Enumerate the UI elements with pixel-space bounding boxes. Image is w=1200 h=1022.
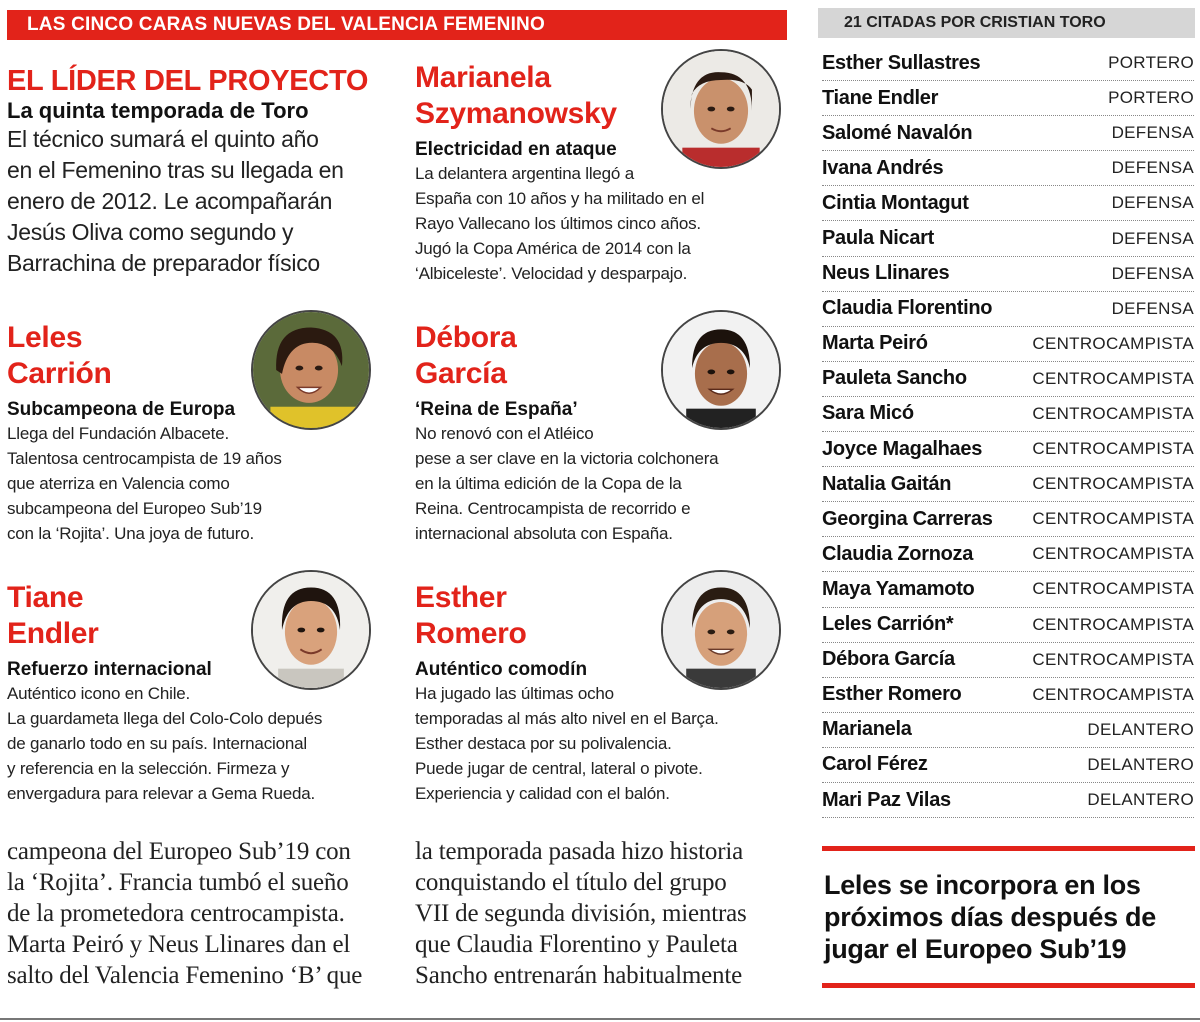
profile-line: Jugó la Copa América de 2014 con la xyxy=(415,239,691,258)
player-name: Claudia Florentino xyxy=(822,297,993,320)
article-line: VII de segunda división, mientras xyxy=(415,900,747,927)
player-position: DEFENSA xyxy=(1111,193,1194,213)
roster-row xyxy=(822,643,1194,678)
profile-name-line: Tiane xyxy=(7,581,84,614)
player-name: Joyce Magalhaes xyxy=(822,437,983,460)
leader-block xyxy=(7,64,387,279)
profile-line: Llega del Fundación Albacete. xyxy=(7,424,229,443)
leader-line: Barrachina de preparador físico xyxy=(7,250,320,276)
player-name: Maya Yamamoto xyxy=(822,577,975,600)
profile-line: Rayo Vallecano los últimos cinco años. xyxy=(415,214,701,233)
profile-line: Ha jugado las últimas ocho xyxy=(415,684,614,703)
roster-row xyxy=(822,116,1194,151)
article-line: que Claudia Florentino y Pauleta xyxy=(415,931,738,958)
roster-row xyxy=(822,502,1194,537)
profile-line: Talentosa centrocampista de 19 años xyxy=(7,449,282,468)
player-position: CENTROCAMPISTA xyxy=(1032,333,1194,353)
profile-line: Puede jugar de central, lateral o pivote. xyxy=(415,759,703,778)
profile-line: internacional absoluta con España. xyxy=(415,524,673,543)
profile-line: pese a ser clave en la victoria colchonera xyxy=(415,449,719,468)
player-position: DELANTERO xyxy=(1087,790,1194,810)
section-banner: LAS CINCO CARAS NUEVAS DEL VALENCIA FEMENINO xyxy=(7,10,787,40)
player-name: Natalia Gaitán xyxy=(822,472,952,495)
player-position: CENTROCAMPISTA xyxy=(1032,649,1194,669)
roster-row xyxy=(822,678,1194,713)
player-name: Georgina Carreras xyxy=(822,507,993,530)
article-line: Marta Peiró y Neus Llinares dan el xyxy=(7,931,351,958)
roster-header: 21 CITADAS POR CRISTIAN TORO xyxy=(818,8,1195,38)
profile-line: ‘Albiceleste’. Velocidad y desparpajo. xyxy=(415,264,688,283)
profile-line: Auténtico icono en Chile. xyxy=(7,684,191,703)
profile-line: y referencia en la selección. Firmeza y xyxy=(7,759,290,778)
player-name: Mari Paz Vilas xyxy=(822,788,951,811)
player-position: PORTERO xyxy=(1108,53,1194,73)
profile-line: que aterriza en Valencia como xyxy=(7,474,230,493)
roster-row xyxy=(822,292,1194,327)
roster-row xyxy=(822,151,1194,186)
profile-body xyxy=(415,421,795,546)
article-line: conquistando el título del grupo xyxy=(415,869,727,896)
player-position: DELANTERO xyxy=(1087,754,1194,774)
roster-row xyxy=(822,748,1194,783)
player-position: CENTROCAMPISTA xyxy=(1032,403,1194,423)
avatar-tiane xyxy=(251,570,371,690)
roster-row xyxy=(822,327,1194,362)
profile-body xyxy=(7,421,387,546)
profile-line: con la ‘Rojita’. Una joya de futuro. xyxy=(7,524,254,543)
article-line: la ‘Rojita’. Francia tumbó el sueño xyxy=(7,869,349,896)
roster-row xyxy=(822,783,1194,818)
pull-quote xyxy=(822,846,1195,988)
player-name: Carol Férez xyxy=(822,753,928,776)
article-column-left xyxy=(7,836,379,991)
profile-line: de ganarlo todo en su país. Internacional xyxy=(7,734,307,753)
profile-name-line: Débora xyxy=(415,321,517,354)
player-position: CENTROCAMPISTA xyxy=(1032,474,1194,494)
article-line: la temporada pasada hizo historia xyxy=(415,838,743,865)
avatar-leles xyxy=(251,310,371,430)
roster-row xyxy=(822,467,1194,502)
roster-row xyxy=(822,186,1194,221)
profile-name-line: Esther xyxy=(415,581,507,614)
player-name: Esther Sullastres xyxy=(822,51,981,74)
avatar-esther xyxy=(661,570,781,690)
article-line: salto del Valencia Femenino ‘B’ que xyxy=(7,962,363,989)
leader-line: Jesús Oliva como segundo y xyxy=(7,219,294,245)
pull-quote-text: Leles se incorpora en los próximos días después de jugar el Europeo Sub’19 xyxy=(824,870,1156,964)
profile-line: La delantera argentina llegó a xyxy=(415,164,634,183)
profile-line: Experiencia y calidad con el balón. xyxy=(415,784,670,803)
player-position: CENTROCAMPISTA xyxy=(1032,544,1194,564)
roster-row xyxy=(822,46,1194,81)
profile-subtitle: Electricidad en ataque xyxy=(415,139,617,160)
profile-subtitle: ‘Reina de España’ xyxy=(415,399,578,420)
profile-name-line: García xyxy=(415,357,507,390)
profile-line: envergadura para relevar a Gema Rueda. xyxy=(7,784,316,803)
player-position: DELANTERO xyxy=(1087,719,1194,739)
profile-subtitle: Refuerzo internacional xyxy=(7,659,212,680)
article-column-right xyxy=(415,836,787,991)
player-position: PORTERO xyxy=(1108,88,1194,108)
profile-line: Reina. Centrocampista de recorrido e xyxy=(415,499,691,518)
roster-row xyxy=(822,81,1194,116)
profile-name-line: Carrión xyxy=(7,357,112,390)
leader-line: en el Femenino tras su llegada en xyxy=(7,157,344,183)
roster-row xyxy=(822,432,1194,467)
player-name: Claudia Zornoza xyxy=(822,542,974,565)
player-name: Marta Peiró xyxy=(822,332,928,355)
player-position: CENTROCAMPISTA xyxy=(1032,684,1194,704)
profile-name-line: Szymanowsky xyxy=(415,97,617,130)
player-position: CENTROCAMPISTA xyxy=(1032,439,1194,459)
roster-row xyxy=(822,221,1194,256)
player-position: DEFENSA xyxy=(1111,263,1194,283)
player-name: Sara Micó xyxy=(822,402,914,425)
leader-title: EL LÍDER DEL PROYECTO xyxy=(7,65,369,97)
profile-line: España con 10 años y ha militado en el xyxy=(415,189,705,208)
article-line: de la prometedora centrocampista. xyxy=(7,900,345,927)
player-name: Tiane Endler xyxy=(822,86,939,109)
profile-line: subcampeona del Europeo Sub’19 xyxy=(7,499,262,518)
leader-line: enero de 2012. Le acompañarán xyxy=(7,188,333,214)
article-line: campeona del Europeo Sub’19 con xyxy=(7,838,351,865)
leader-body xyxy=(7,124,387,279)
player-position: CENTROCAMPISTA xyxy=(1032,509,1194,529)
player-name: Leles Carrión* xyxy=(822,613,954,636)
avatar-marianela xyxy=(661,49,781,169)
profile-name-line: Romero xyxy=(415,617,527,650)
player-name: Esther Romero xyxy=(822,683,962,706)
profile-line: Esther destaca por su polivalencia. xyxy=(415,734,672,753)
player-name: Pauleta Sancho xyxy=(822,367,967,390)
roster-row xyxy=(822,713,1194,748)
profile-name-line: Marianela xyxy=(415,61,551,94)
player-position: CENTROCAMPISTA xyxy=(1032,614,1194,634)
profile-body xyxy=(415,161,795,286)
roster-row xyxy=(822,362,1194,397)
player-name: Débora García xyxy=(822,648,955,671)
player-position: CENTROCAMPISTA xyxy=(1032,579,1194,599)
leader-subtitle: La quinta temporada de Toro xyxy=(7,98,309,123)
article-line: Sancho entrenarán habitualmente xyxy=(415,962,742,989)
profile-name-line: Leles xyxy=(7,321,83,354)
roster-list xyxy=(822,46,1194,818)
player-position: CENTROCAMPISTA xyxy=(1032,368,1194,388)
roster-row xyxy=(822,257,1194,292)
leader-line: El técnico sumará el quinto año xyxy=(7,126,319,152)
profile-name-line: Endler xyxy=(7,617,99,650)
roster-row xyxy=(822,608,1194,643)
profile-body xyxy=(415,681,795,806)
profile-subtitle: Auténtico comodín xyxy=(415,659,588,680)
player-name: Neus Llinares xyxy=(822,262,950,285)
profile-line: temporadas al más alto nivel en el Barça. xyxy=(415,709,719,728)
player-position: DEFENSA xyxy=(1111,228,1194,248)
profile-subtitle: Subcampeona de Europa xyxy=(7,399,236,420)
bottom-divider xyxy=(0,1018,1200,1020)
player-name: Paula Nicart xyxy=(822,227,935,250)
roster-row xyxy=(822,572,1194,607)
player-name: Cintia Montagut xyxy=(822,191,969,214)
avatar-debora xyxy=(661,310,781,430)
roster-row xyxy=(822,397,1194,432)
player-name: Marianela xyxy=(822,718,912,741)
player-position: DEFENSA xyxy=(1111,158,1194,178)
player-position: DEFENSA xyxy=(1111,298,1194,318)
profile-line: No renovó con el Atléico xyxy=(415,424,594,443)
profile-body xyxy=(7,681,387,806)
profile-line: en la última edición de la Copa de la xyxy=(415,474,682,493)
player-name: Salomé Navalón xyxy=(822,121,973,144)
roster-row xyxy=(822,537,1194,572)
player-name: Ivana Andrés xyxy=(822,156,944,179)
player-position: DEFENSA xyxy=(1111,123,1194,143)
profile-line: La guardameta llega del Colo-Colo depués xyxy=(7,709,323,728)
